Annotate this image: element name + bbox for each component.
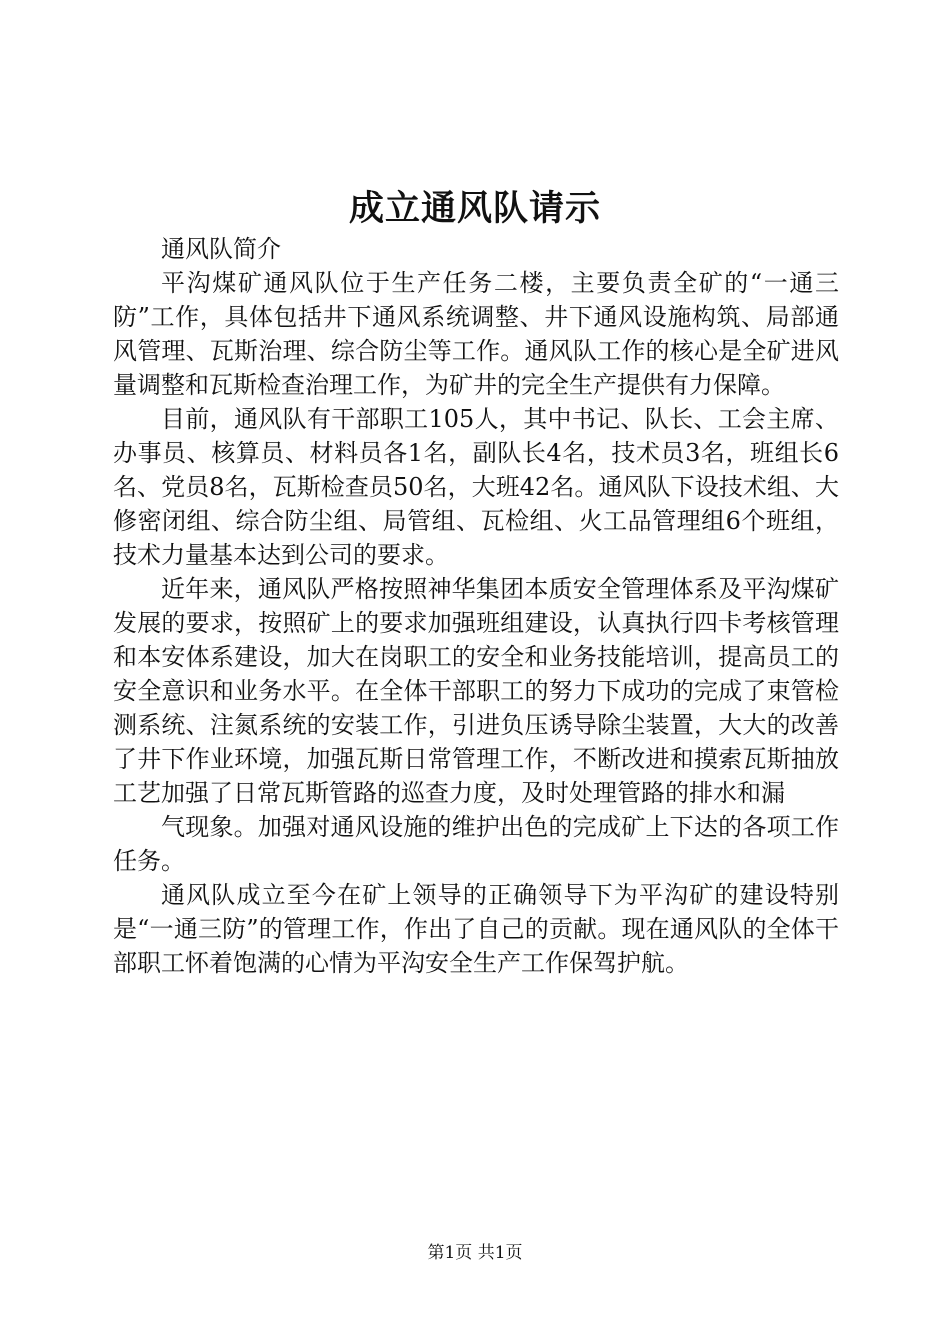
paragraph-achievements-continued: 气现象。加强对通风设施的维护出色的完成矿上下达的各项工作任务。 bbox=[113, 813, 839, 875]
paragraph-conclusion: 通风队成立至今在矿上领导的正确领导下为平沟矿的建设特别是“一通三防”的管理工作，作出了自己的贡献。现在通风队的全体干部职工怀着饱满的心情为平沟安全生产工作保驾护航。 bbox=[113, 881, 839, 977]
paragraph-staffing: 目前，通风队有干部职工105人，其中书记、队长、工会主席、办事员、核算员、材料员各1名，副队长4名，技术员3名，班组长6名、党员8名，瓦斯检查员50名，大班42名。通风队下设技术组、大修密闭组、综合防尘组、局管组、瓦检组、火工品管理组6个班组，技术力量基本达到公司的要求。 bbox=[113, 405, 839, 569]
document-title: 成立通风队请示 bbox=[348, 188, 601, 229]
paragraph-intro-heading: 通风队简介 bbox=[161, 235, 281, 263]
page-number-footer: 第1页 共1页 bbox=[427, 1243, 523, 1263]
paragraph-achievements: 近年来，通风队严格按照神华集团本质安全管理体系及平沟煤矿发展的要求，按照矿上的要求加强班组建设，认真执行四卡考核管理和本安体系建设，加大在岗职工的安全和业务技能培训，提高员工的安全意识和业务水平。在全体干部职工的努力下成功的完成了束管检测系统、注氮系统的安装工作，引进负压诱导除尘装置，大大的改善了井下作业环境，加强瓦斯日常管理工作，不断改进和摸索瓦斯抽放工艺加强了日常瓦斯管路的巡查力度，及时处理管路的排水和漏 bbox=[113, 575, 839, 807]
document-body bbox=[113, 232, 839, 980]
paragraph-overview: 平沟煤矿通风队位于生产任务二楼，主要负责全矿的“一通三防”工作，具体包括井下通风系统调整、井下通风设施构筑、局部通风管理、瓦斯治理、综合防尘等工作。通风队工作的核心是全矿进风量调整和瓦斯检查治理工作，为矿井的完全生产提供有力保障。 bbox=[113, 269, 839, 399]
